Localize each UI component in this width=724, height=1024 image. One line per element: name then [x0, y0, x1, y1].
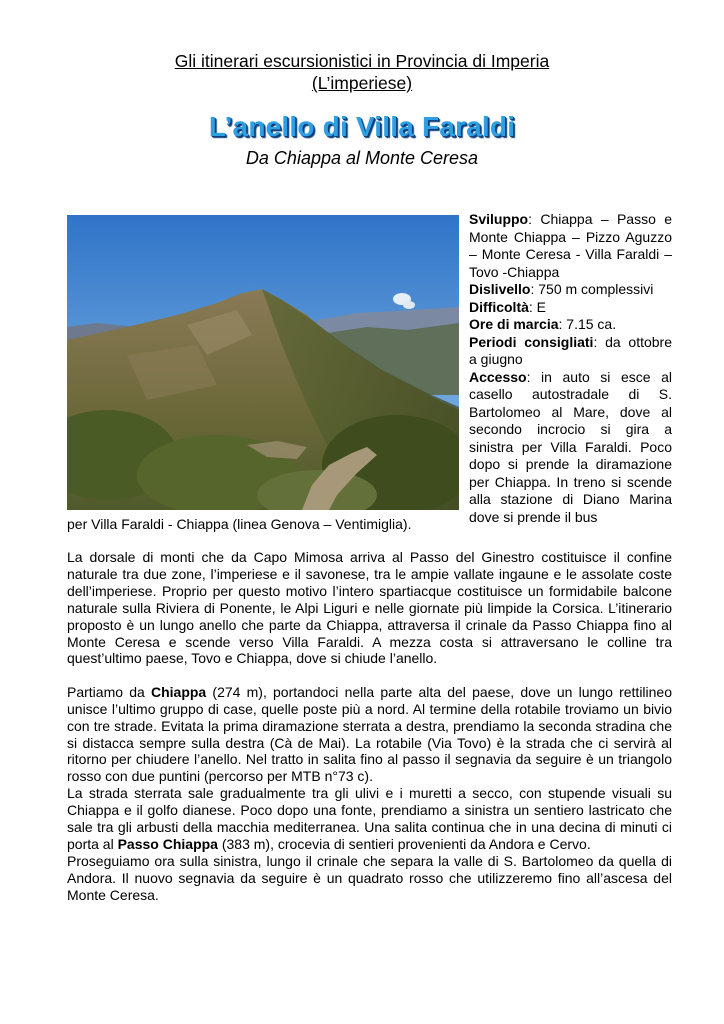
info-ore: [469, 316, 672, 334]
info-periodi: [469, 334, 672, 369]
place-name: Passo Chiappa: [117, 836, 218, 852]
text: Partiamo da: [67, 683, 151, 700]
info-value: : 7.15 ca.: [558, 316, 617, 332]
info-accesso: [469, 369, 672, 527]
info-label: Difficoltà: [469, 298, 529, 315]
text: La strada sterrata sale gradualmente tra gli ulivi e i muretti a secco, con stupende visuali su Chiappa e il golfo dianese. Poco dopo una fonte, prendiamo a sinistra un sentiero lastricato che sale tra gli arbusti della macchia mediterranea. Una salita continua che in una decina di minuti ci porta al: [67, 785, 672, 852]
info-value: : E: [528, 298, 547, 315]
info-label: Ore di marcia: [469, 316, 559, 332]
info-label: Periodi consigliati: [469, 333, 594, 350]
route-info-box: [469, 211, 672, 526]
info-label: Accesso: [469, 368, 527, 385]
article-body: [67, 549, 672, 904]
series-title: Gli itinerari escursionistici in Provincia di Imperia: [174, 51, 550, 71]
series-subtitle: (L’imperiese): [311, 73, 413, 93]
info-difficolta: [469, 299, 672, 317]
paragraph-intro: La dorsale di monti che da Capo Mimosa arriva al Passo del Ginestro costituisce il confine naturale tra due zone, l’imperiese e il savonese, tra le ampie vallate ingaune e le assolate coste dell’imperiese. Proprio per questo motivo l’intero spartiacque costituisce un formidabile balcone naturale sulla Riviera di Ponente, le Alpi Liguri e nelle giornate più limpide la Corsica. L’itinerario proposto è un lungo anello che parte da Chiappa, attraversa il crinale da Passo Chiappa fino al Monte Ceresa e scende verso Villa Faraldi. A mezza costa si attraversano le colline tra quest’ultimo paese, Tovo e Chiappa, dove si chiude l’anello.: [67, 549, 672, 667]
page-subtitle: Da Chiappa al Monte Ceresa: [245, 148, 479, 168]
info-label: Sviluppo: [469, 211, 529, 227]
page-title: L’anello di Villa Faraldi: [208, 111, 516, 142]
info-sviluppo: [469, 211, 672, 281]
info-label: Dislivello: [469, 281, 531, 297]
place-name: Chiappa: [150, 683, 207, 700]
mountain-photo: [67, 215, 459, 510]
accesso-continuation: per Villa Faraldi - Chiappa (linea Genova – Ventimiglia).: [67, 516, 412, 532]
paragraph-passo: [67, 785, 672, 853]
text: (383 m), crocevia di sentieri provenienti da Andora e Cervo.: [217, 836, 591, 852]
info-dislivello: [469, 281, 672, 299]
text: (274 m), portandoci nella parte alta del paese, dove un lungo rettilineo unisce l’ultimo gruppo di case, quelle poste più a nord. Al termine della rotabile troviamo un bivio con tre strade. Evitata la prima diramazione sterrata a destra, prendiamo la seconda stradina che si distacca sempre sulla destra (Cà de Mai). La rotabile (Via Tovo) è la strada che ci servirà al ritorno per chiudere l’anello. Nel tratto in salita fino al passo il segnavia da seguire è un triangolo rosso con due puntini (percorso per MTB n°73 c).: [67, 683, 673, 785]
info-value: : 750 m complessivi: [530, 281, 654, 297]
info-value: : Chiappa – Passo e Monte Chiappa – Pizzo Aguzzo – Monte Ceresa - Villa Faraldi – Tovo -Chiappa: [469, 211, 672, 280]
paragraph-start: [67, 684, 672, 785]
paragraph-crinale: Proseguiamo ora sulla sinistra, lungo il crinale che separa la valle di S. Bartolomeo da quella di Andora. Il nuovo segnavia da seguire è un quadrato rosso che utilizzeremo fino all’ascesa del Monte Ceresa.: [67, 852, 672, 903]
info-value: : da ottobre a giugno: [469, 333, 672, 367]
info-value: : in auto si esce al casello autostradale di S. Bartolomeo al Mare, dove al secondo incrocio si gira a sinistra per Villa Faraldi. Poco dopo si prende la diramazione per Chiappa. In treno si scende alla stazione di Diano Marina dove si prende il bus: [469, 368, 672, 525]
